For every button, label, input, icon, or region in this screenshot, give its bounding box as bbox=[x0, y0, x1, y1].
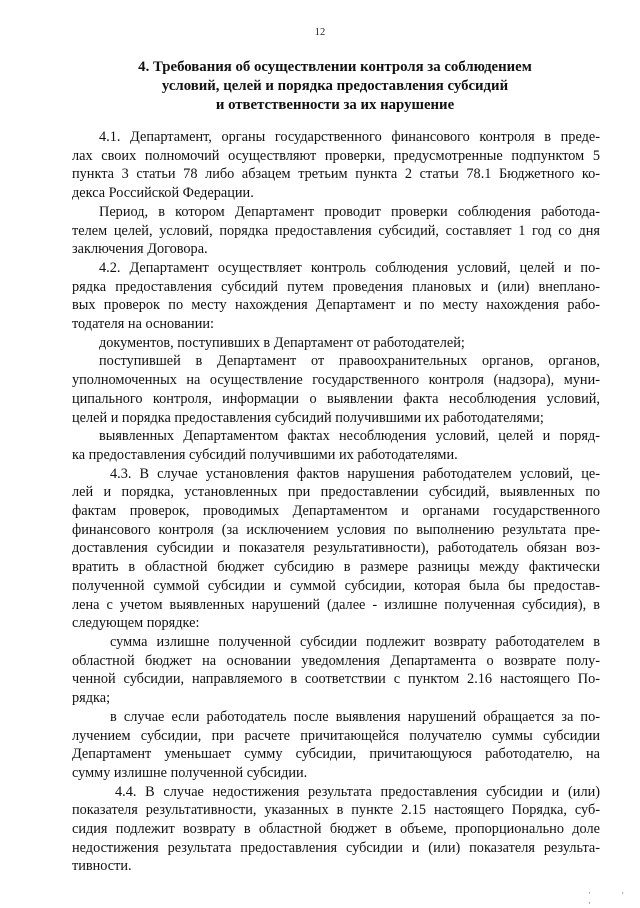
paragraph-line: уполномоченных на осуществление государственного контроля (надзора), муни- bbox=[72, 372, 600, 389]
paragraph-line: недостижения результата предоставления субсидии и (или) показателя результа- bbox=[72, 839, 600, 856]
paragraph-line: ка предоставления субсидий получившими их работодателями. bbox=[72, 446, 458, 463]
paragraph-line: областной бюджет на основании уведомления Департамента о возврате полу- bbox=[72, 652, 600, 669]
section-title bbox=[70, 58, 600, 115]
paragraph-line: выявленных Департаментом фактах несоблюдения условий, целей и поряд- bbox=[99, 428, 600, 445]
paragraph-line: поступившей в Департамент от правоохранительных органов, органов, bbox=[99, 353, 600, 370]
paragraph bbox=[72, 783, 600, 877]
paragraph-line: заключения Договора. bbox=[72, 241, 208, 258]
paragraph-line: ченной субсидии, направляемого в соответствии с пунктом 2.16 настоящего По- bbox=[72, 671, 600, 688]
paragraph-line: рядка предоставления субсидий путем проведения плановых и (или) внеплано- bbox=[72, 278, 600, 295]
paragraph-line: лей и порядка, установленных при предоставлении субсидий, выявленных по bbox=[72, 484, 600, 501]
paragraph-line: пункта 3 статьи 78 либо абзацем третьим пункта 2 статьи 78.1 Бюджетного ко- bbox=[72, 166, 600, 183]
paragraph-line: ципального контроля, информации о выявлении факта несоблюдения условий, bbox=[72, 390, 600, 407]
paragraph-line: вых проверок по месту нахождения Департамент и по месту нахождения рабо- bbox=[72, 297, 600, 314]
paragraph-line: телем целей, условий, порядка предоставления субсидий, составляет 1 год со дня bbox=[72, 222, 600, 239]
paragraph-line: сумму излишне полученной субсидии. bbox=[72, 764, 308, 781]
paragraph-line: в случае если работодатель после выявления нарушений обращается за по- bbox=[110, 708, 600, 725]
paragraph bbox=[72, 708, 600, 783]
paragraph-line: Период, в котором Департамент проводит проверки соблюдения работода- bbox=[99, 203, 600, 220]
paragraph-line: показателя результативности, указанных в пункте 2.15 настоящего Порядка, суб- bbox=[72, 802, 600, 819]
paragraph-line: полученной суммой субсидии и суммой субсидии, которая была бы предостав- bbox=[72, 577, 600, 594]
paragraph bbox=[72, 427, 600, 464]
paragraph-line: вратить в областной бюджет субсидию в размере разницы между фактически bbox=[72, 559, 600, 576]
paragraph-line: 4.4. В случае недостижения результата предоставления субсидии и (или) bbox=[115, 783, 600, 800]
paragraph-line: рядка; bbox=[72, 690, 111, 707]
paragraph-line: доставления субсидии и показателя результативности), работодатель обязан воз- bbox=[72, 540, 600, 557]
paragraph-line: тивности. bbox=[72, 858, 132, 875]
paragraph bbox=[72, 259, 600, 334]
paragraph-line: финансового контроля (за исключением условия по выполнению результата пре- bbox=[72, 521, 600, 538]
paragraph-line: целей и порядка предоставления субсидий получившими их работодателями; bbox=[72, 409, 544, 426]
paragraph bbox=[72, 334, 600, 353]
footer-marks: · · · bbox=[588, 888, 639, 908]
paragraph-line: сидия подлежит возврату в областной бюджет в объеме, пропорционально доле bbox=[72, 821, 600, 838]
paragraph-line: документов, поступивших в Департамент от работодателей; bbox=[99, 334, 465, 351]
section-title-line: 4. Требования об осуществлении контроля за соблюдением bbox=[138, 59, 532, 75]
paragraph-line: лена с учетом выявленных нарушений (далее - излишне полученная субсидия), в bbox=[72, 596, 600, 613]
document-body bbox=[72, 128, 600, 876]
page-number: 12 bbox=[314, 27, 326, 38]
paragraph-line: Департамент уменьшает сумму субсидии, причитающуюся работодателю, на bbox=[72, 746, 600, 763]
section-title-line: условий, целей и порядка предоставления субсидий bbox=[161, 78, 509, 94]
paragraph bbox=[72, 352, 600, 427]
paragraph bbox=[72, 203, 600, 259]
paragraph-line: сумма излишне полученной субсидии подлежит возврату работодателем в bbox=[110, 633, 600, 650]
paragraph-line: фактам проверок, проводимых Департаментом и органами государственного bbox=[72, 503, 600, 520]
paragraph-line: лах своих полномочий осуществляют проверки, предусмотренные подпунктом 5 bbox=[72, 147, 600, 164]
paragraph bbox=[72, 465, 600, 633]
paragraph-line: 4.1. Департамент, органы государственного финансового контроля в преде- bbox=[99, 129, 600, 145]
paragraph-line: тодателя на основании: bbox=[72, 316, 214, 333]
paragraph-line: 4.2. Департамент осуществляет контроль соблюдения условий, целей и по- bbox=[99, 259, 600, 276]
section-title-line: и ответственности за их нарушение bbox=[215, 97, 455, 113]
paragraph-line: декса Российской Федерации. bbox=[72, 185, 254, 202]
paragraph-line: следующем порядке: bbox=[72, 615, 200, 632]
paragraph-line: 4.3. В случае установления фактов нарушения работодателем условий, це- bbox=[110, 465, 600, 482]
paragraph-line: лучением субсидии, при расчете причитающейся получателю суммы субсидии bbox=[72, 727, 600, 744]
paragraph bbox=[72, 128, 600, 203]
paragraph bbox=[72, 633, 600, 708]
